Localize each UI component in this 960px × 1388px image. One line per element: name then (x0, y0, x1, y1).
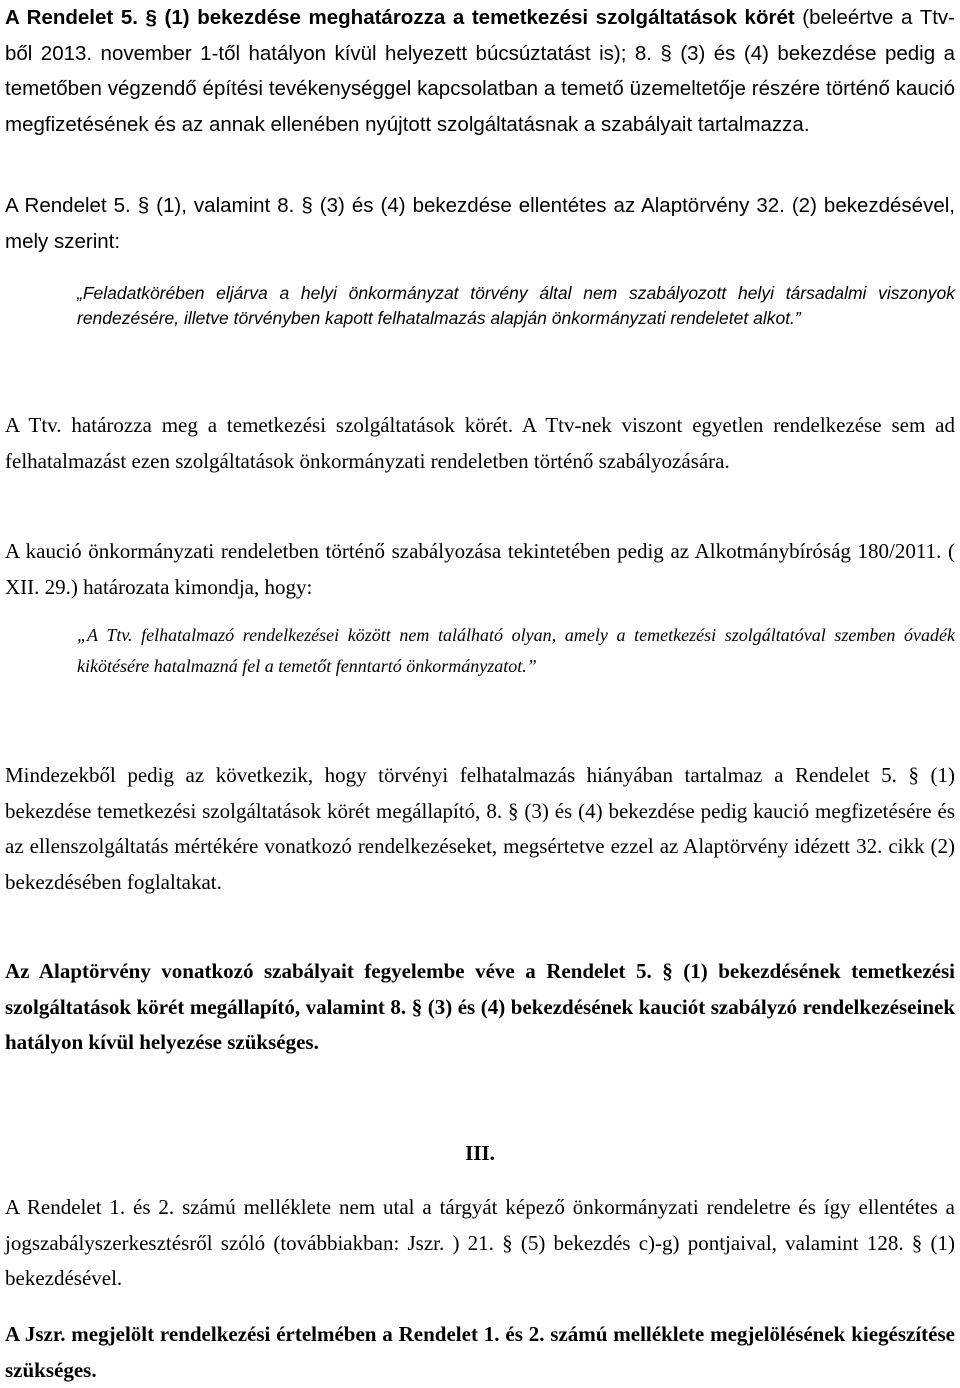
paragraph-conclusion (5, 758, 955, 900)
paragraph-ttv-scope (5, 408, 955, 479)
paragraph-jszr-supplement (5, 1317, 955, 1388)
paragraph-5-text: Mindezekből pedig az következik, hogy törvényi felhatalmazás hiányában tartalmaz a Rendelet 5. § (1) bekezdése temetkezési szolgáltatások körét megállapító, 8. § (3) és (4) bekezdése pedig kaució megfizetésére és az ellenszolgáltatás mértékére vonatkozó rendelkezéseket, megsértetve ezzel az Alaptörvény idézett 32. cikk (2) bekezdésében foglaltakat. (5, 763, 955, 894)
paragraph-repeal-required (5, 954, 955, 1061)
section-heading-text: III. (465, 1141, 495, 1165)
paragraph-2-text: A Rendelet 5. § (1), valamint 8. § (3) és (4) bekezdése ellentétes az Alaptörvény 32. (2) bekezdésével, mely szerint: (5, 194, 955, 253)
quote-alaptorveny-32 (5, 281, 955, 331)
paragraph-7-text: A Rendelet 1. és 2. számú melléklete nem utal a tárgyát képező önkormányzati rendeletre és így ellentétes a jogszabályszerkesztésről szóló (továbbiakban: Jszr. ) 21. § (5) bekezdés c)-g) pontjaival, valamint 128. § (1) bekezdésével. (5, 1195, 955, 1290)
section-heading (5, 1136, 955, 1171)
paragraph-3-text: A Ttv. határozza meg a temetkezési szolgáltatások körét. A Ttv-nek viszont egyetlen rendelkezése sem ad felhatalmazást ezen szolgáltatások önkormányzati rendeletben történő szabályozására. (5, 413, 955, 473)
quote-alkotmanybirosag (5, 620, 955, 682)
paragraph-1-rest: (beleértve a Ttv-ből 2013. november 1-től hatályon kívül helyezett búcsúztatást is); 8. § (3) és (4) bekezdése pedig a temetőben végzendő építési tevékenységgel kapcsolatban a temető üzemeltetője részére történő kaució megfizetésének és az annak ellenében nyújtott szolgáltatásnak a szabályait tartalmazza. (5, 6, 955, 136)
paragraph-alaptorveny-conflict (5, 188, 955, 259)
paragraph-1-bold-lead: A Rendelet 5. § (1) bekezdése meghatározza a temetkezési szolgáltatások körét (5, 6, 795, 29)
paragraph-rendelet-scope (5, 0, 955, 142)
paragraph-4-text: A kaució önkormányzati rendeletben történő szabályozása tekintetében pedig az Alkotmánybíróság 180/2011. ( XII. 29.) határozata kimondja, hogy: (5, 539, 955, 599)
paragraph-kaucio (5, 534, 955, 605)
paragraph-8-text: A Jszr. megjelölt rendelkezési értelmében a Rendelet 1. és 2. számú melléklete megjelölésének kiegészítése szükséges. (5, 1322, 955, 1382)
quote-1-text: „Feladatkörében eljárva a helyi önkormányzat törvény által nem szabályozott helyi társadalmi viszonyok rendezésére, illetve törvényben kapott felhatalmazás alapján önkormányzati rendeletet alkot.” (77, 283, 955, 328)
paragraph-mellekletek (5, 1190, 955, 1297)
quote-2-text: „A Ttv. felhatalmazó rendelkezései között nem található olyan, amely a temetkezési szolgáltatóval szemben óvadék kikötésére hatalmazná fel a temetőt fenntartó önkormányzatot.” (77, 625, 955, 676)
paragraph-1-text (5, 0, 955, 142)
paragraph-6-text: Az Alaptörvény vonatkozó szabályait fegyelembe véve a Rendelet 5. § (1) bekezdésének temetkezési szolgáltatások körét megállapító, valamint 8. § (3) és (4) bekezdésének kauciót szabályzó rendelkezéseinek hatályon kívül helyezése szükséges. (5, 959, 955, 1054)
